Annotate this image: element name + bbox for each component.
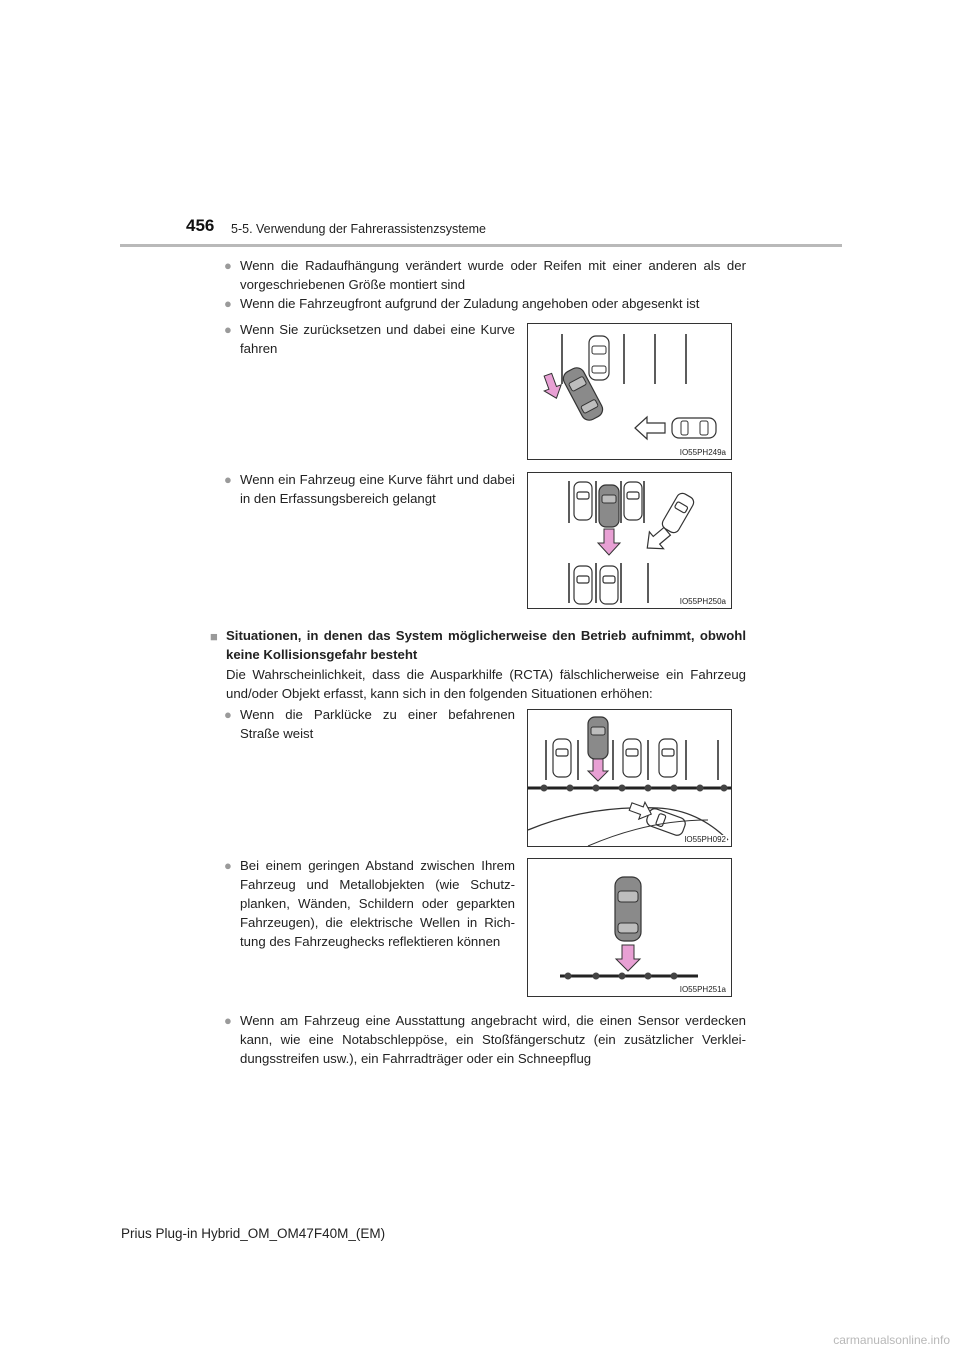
bullet-text: Wenn die Parklücke zu einer befahrenen Straße weist <box>240 707 515 741</box>
curving-car-icon <box>660 491 696 535</box>
bullet-icon: ● <box>224 472 232 487</box>
highlighted-car-icon <box>599 485 619 527</box>
bullet-text: Wenn die Fahrzeugfront aufgrund der Zuladung angehoben oder abgesenkt ist <box>240 296 700 311</box>
bullet-text: Wenn am Fahrzeug eine Ausstattung angebracht wird, die einen Sensor verdecken kann, wie eine Notabschleppöse, ein Stoßfängerschutz (ein zusätzlicher Verklei-dungsstreifen usw.), ein Fahrradträger oder ein Schneepflug <box>240 1013 746 1066</box>
parked-car-icon <box>574 482 592 520</box>
bullet-icon: ● <box>224 322 232 337</box>
parked-car-icon <box>623 739 641 777</box>
figure-reversing-curve <box>527 323 732 460</box>
figure-code: IO55PH249a <box>679 448 726 457</box>
footer-manual-code: Prius Plug-in Hybrid_OM_OM47F40M_(EM) <box>121 1226 386 1241</box>
bullet-icon: ● <box>224 707 232 722</box>
parked-car-icon <box>589 336 609 380</box>
bullet-text: Wenn ein Fahrzeug eine Kurve fährt und dabei in den Erfassungsbereich gelangt <box>240 472 515 506</box>
highlighted-car-icon <box>588 717 608 759</box>
bullet-text: Wenn Sie zurücksetzen und dabei eine Kurve fahren <box>240 322 515 356</box>
parked-car-icon <box>624 482 642 520</box>
parked-car-icon <box>553 739 571 777</box>
watermark: carmanualsonline.info <box>833 1333 950 1347</box>
reverse-direction-arrow-icon <box>616 945 640 971</box>
figure-code: IO55PH250a <box>679 597 726 606</box>
reverse-direction-arrow-icon <box>588 759 608 781</box>
bullet-icon: ● <box>224 296 232 311</box>
figure-code: IO55PH251a <box>679 985 726 994</box>
bullet-text: Bei einem geringen Abstand zwischen Ihrem Fahrzeug und Metallobjekten (wie Schutz-planken, Wänden, Schildern oder geparkten Fahrzeugen), die elektrische Wellen in Rich-tung des Fahrzeughecks reflektieren können <box>240 858 515 949</box>
section-intro: Die Wahrscheinlichkeit, dass die Ausparkhilfe (RCTA) fälschlicherweise ein Fahrzeug und/oder Objekt erfasst, kann sich in den folgenden Situationen erhöhen: <box>226 667 746 701</box>
bullet-icon: ● <box>224 258 232 273</box>
page-number: 456 <box>186 216 215 235</box>
figure-parking-facing-road <box>527 709 732 847</box>
parked-car-icon <box>600 566 618 604</box>
bullet-icon: ● <box>224 1013 232 1028</box>
reverse-direction-arrow-icon <box>598 529 620 555</box>
approach-arrow-icon <box>635 417 665 439</box>
figure-curving-vehicle <box>527 472 732 609</box>
highlighted-car-icon <box>615 877 641 941</box>
bullet-icon: ● <box>224 858 232 873</box>
approaching-car-icon <box>672 418 716 438</box>
section-title: 5-5. Verwendung der Fahrerassistenzsysteme <box>231 222 486 236</box>
section-marker-icon: ■ <box>210 629 218 644</box>
reverse-direction-arrow-icon <box>539 372 564 402</box>
header-rule <box>120 244 842 247</box>
parked-car-icon <box>574 566 592 604</box>
parked-car-icon <box>659 739 677 777</box>
figure-metal-objects <box>527 858 732 997</box>
section-heading: Situationen, in denen das System möglicherweise den Betrieb aufnimmt, obwohl keine Kollisionsgefahr besteht <box>226 628 746 662</box>
bullet-text: Wenn die Radaufhängung verändert wurde oder Reifen mit einer anderen als der vorgeschriebenen Größe montiert sind <box>240 258 746 292</box>
figure-code: IO55PH092 <box>684 835 726 844</box>
